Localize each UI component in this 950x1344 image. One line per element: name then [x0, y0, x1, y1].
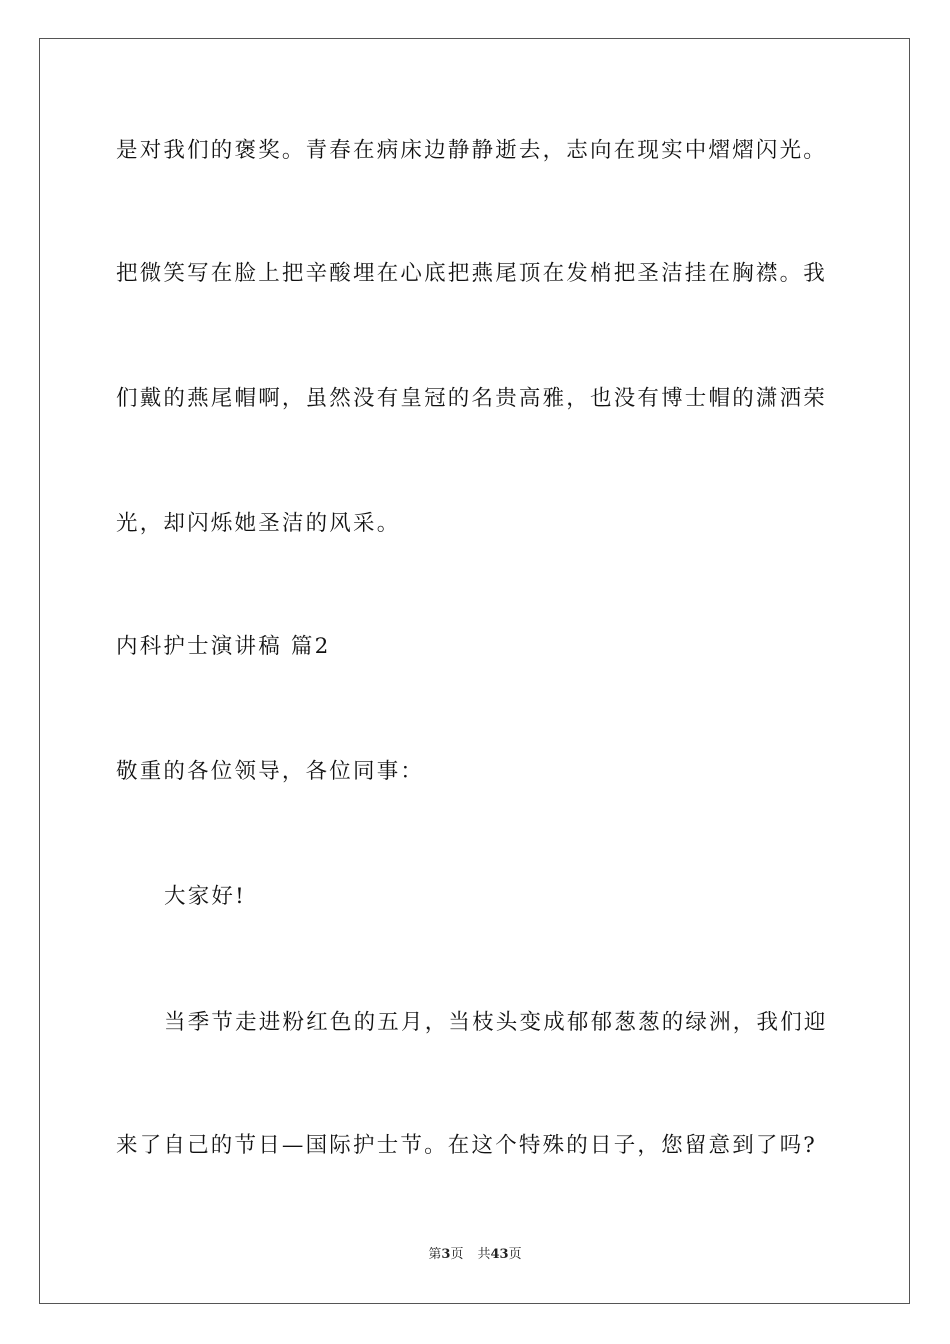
footer-total-pages: 43 [490, 1247, 509, 1262]
footer-prefix: 第 [428, 1247, 442, 1262]
paragraph-line-1: 当季节走进粉红色的五月，当枝头变成郁郁葱葱的绿洲，我们迎 [164, 1010, 828, 1035]
footer-total-suffix: 页 [508, 1247, 522, 1262]
footer-page-number: 3 [441, 1247, 451, 1262]
text-line-3: 们戴的燕尾帽啊，虽然没有皇冠的名贵高雅，也没有博士帽的潇洒荣 [116, 386, 828, 411]
salutation: 敬重的各位领导，各位同事： [116, 759, 425, 784]
footer-page-suffix: 页 [450, 1247, 464, 1262]
greeting: 大家好! [164, 884, 246, 909]
page-frame [39, 38, 910, 1304]
footer-total-prefix: 共 [477, 1247, 491, 1262]
text-line-2: 把微笑写在脸上把辛酸埋在心底把燕尾顶在发梢把圣洁挂在胸襟。我 [116, 261, 828, 286]
page-footer [0, 1248, 950, 1261]
text-line-4: 光，却闪烁她圣洁的风采。 [116, 511, 401, 536]
text-line-1: 是对我们的褒奖。青春在病床边静静逝去，志向在现实中熠熠闪光。 [116, 138, 828, 163]
paragraph-line-2: 来了自己的节日—国际护士节。在这个特殊的日子，您留意到了吗? [116, 1133, 818, 1158]
section-heading: 内科护士演讲稿 篇2 [116, 634, 331, 659]
